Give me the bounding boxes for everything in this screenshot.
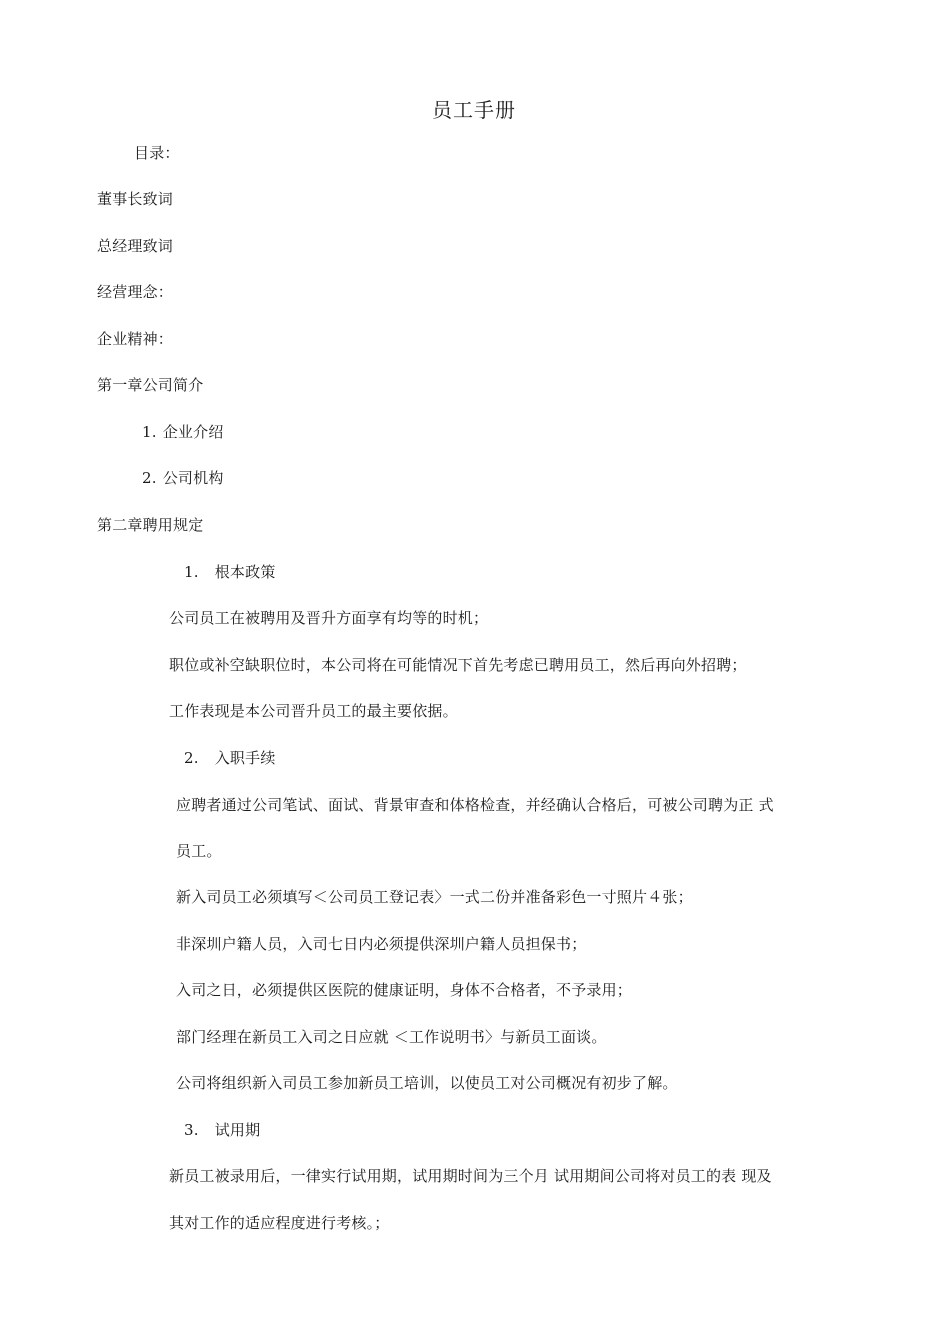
item-number: 2.: [142, 469, 157, 487]
page-title: 员工手册: [432, 98, 516, 122]
toc-item-chairman: 董事长致词: [97, 190, 174, 208]
chapter-1-item: [142, 468, 224, 488]
paragraph: 部门经理在新员工入司之日应就 ＜工作说明书〉与新员工面谈。: [176, 1028, 607, 1046]
toc-item-gm: 总经理致词: [97, 237, 174, 255]
section-heading: [184, 1120, 260, 1140]
paragraph: 新入司员工必须填写＜公司员工登记表〉一式二份并准备彩色一寸照片４张；: [176, 888, 693, 906]
section-number: 1.: [184, 563, 199, 581]
section-title: 根本政策: [214, 563, 276, 581]
paragraph: 入司之日，必须提供区医院的健康证明，身体不合格者，不予录用；: [176, 981, 633, 999]
chapter-2-title: 第二章聘用规定: [97, 516, 204, 534]
section-title: 入职手续: [214, 749, 276, 767]
item-number: 1.: [142, 423, 157, 441]
paragraph: 公司将组织新入司员工参加新员工培训，以使员工对公司概况有初步了解。: [176, 1074, 678, 1092]
paragraph: 职位或补空缺职位时，本公司将在可能情况下首先考虑已聘用员工，然后再向外招聘；: [169, 656, 747, 674]
paragraph: 非深圳户籍人员，入司七日内必须提供深圳户籍人员担保书；: [176, 935, 587, 953]
paragraph: 公司员工在被聘用及晋升方面享有均等的时机；: [169, 609, 489, 627]
paragraph: 新员工被录用后，一律实行试用期，试用期时间为三个月 试用期间公司将对员工的表 现及: [169, 1167, 772, 1185]
paragraph: 工作表现是本公司晋升员工的最主要依据。: [169, 702, 458, 720]
section-heading: [184, 562, 276, 582]
section-number: 3.: [184, 1121, 199, 1139]
item-text: 企业介绍: [162, 423, 224, 441]
toc-label: 目录：: [134, 144, 180, 162]
item-text: 公司机构: [162, 469, 224, 487]
paragraph: 应聘者通过公司笔试、面试、背景审查和体格检查，并经确认合格后，可被公司聘为正 式: [176, 796, 774, 814]
paragraph: 员工。: [176, 842, 222, 860]
chapter-1-title: 第一章公司简介: [97, 376, 204, 394]
section-heading: [184, 748, 276, 768]
chapter-1-item: [142, 422, 224, 442]
toc-item-spirit: 企业精神：: [97, 330, 174, 348]
paragraph: 其对工作的适应程度进行考核。；: [169, 1214, 390, 1232]
section-number: 2.: [184, 749, 199, 767]
toc-item-philosophy: 经营理念：: [97, 283, 174, 301]
section-title: 试用期: [214, 1121, 261, 1139]
